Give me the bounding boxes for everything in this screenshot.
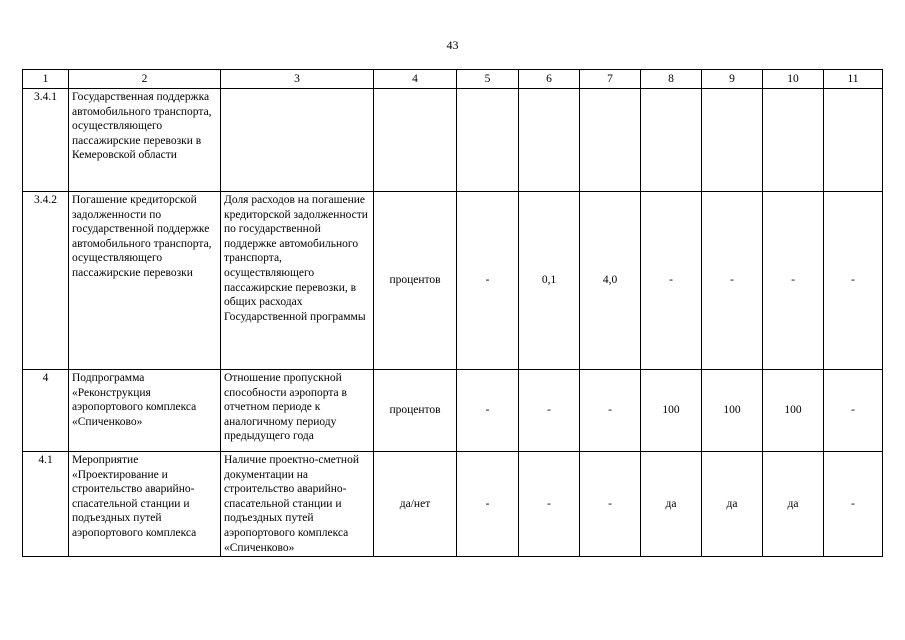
column-header: 9 xyxy=(702,70,763,89)
value-cell xyxy=(824,89,883,192)
value-cell: - xyxy=(519,452,580,557)
column-header: 11 xyxy=(824,70,883,89)
column-header: 4 xyxy=(374,70,457,89)
value-cell: - xyxy=(763,192,824,370)
column-header: 10 xyxy=(763,70,824,89)
column-header: 8 xyxy=(641,70,702,89)
value-cell xyxy=(457,89,519,192)
value-cell: 100 xyxy=(763,370,824,452)
table-row xyxy=(23,89,883,192)
activity-name: Мероприятие «Проектирование и строительство аварийно-спасательной станции и подъездных путей аэропортового комплекса xyxy=(69,452,221,557)
value-cell: да xyxy=(702,452,763,557)
activity-name: Подпрограмма «Реконструкция аэропортового комплекса «Спиченково» xyxy=(69,370,221,452)
table-row xyxy=(23,370,883,452)
table-row xyxy=(23,452,883,557)
value-cell: - xyxy=(824,192,883,370)
column-header: 1 xyxy=(23,70,69,89)
indicator-name: Отношение пропускной способности аэропорта в отчетном периоде к аналогичному периоду предыдущего года xyxy=(221,370,374,452)
row-number: 4 xyxy=(23,370,69,452)
value-cell: - xyxy=(580,452,641,557)
value-cell xyxy=(641,89,702,192)
indicators-table xyxy=(22,69,883,557)
page-number: 43 xyxy=(446,38,459,52)
table-header-row xyxy=(23,70,883,89)
column-header: 6 xyxy=(519,70,580,89)
indicator-name xyxy=(221,89,374,192)
value-cell: да xyxy=(641,452,702,557)
unit-cell: процентов xyxy=(374,192,457,370)
value-cell: - xyxy=(457,370,519,452)
value-cell: - xyxy=(457,452,519,557)
value-cell: - xyxy=(824,370,883,452)
activity-name: Погашение кредиторской задолженности по государственной поддержке автомобильного транспорта, осуществляющего пассажирские перевозки xyxy=(69,192,221,370)
column-header: 7 xyxy=(580,70,641,89)
column-header: 5 xyxy=(457,70,519,89)
value-cell: 100 xyxy=(702,370,763,452)
value-cell: - xyxy=(519,370,580,452)
table-row xyxy=(23,192,883,370)
row-number: 4.1 xyxy=(23,452,69,557)
value-cell: да xyxy=(763,452,824,557)
column-header: 2 xyxy=(69,70,221,89)
column-header: 3 xyxy=(221,70,374,89)
value-cell xyxy=(580,89,641,192)
value-cell xyxy=(519,89,580,192)
value-cell: 0,1 xyxy=(519,192,580,370)
row-number: 3.4.1 xyxy=(23,89,69,192)
activity-name: Государственная поддержка автомобильного транспорта, осуществляющего пассажирские перевозки в Кемеровской области xyxy=(69,89,221,192)
value-cell: - xyxy=(457,192,519,370)
value-cell: 4,0 xyxy=(580,192,641,370)
unit-cell xyxy=(374,89,457,192)
row-number: 3.4.2 xyxy=(23,192,69,370)
indicator-name: Наличие проектно-сметной документации на строительство аварийно-спасательной станции и подъездных путей аэропортового комплекса «Спиченково» xyxy=(221,452,374,557)
value-cell: - xyxy=(702,192,763,370)
indicator-name: Доля расходов на погашение кредиторской задолженности по государственной поддержке автомобильного транспорта, осуществляющего пассажирские перевозки, в общих расходах Государственной программы xyxy=(221,192,374,370)
unit-cell: да/нет xyxy=(374,452,457,557)
value-cell: - xyxy=(641,192,702,370)
value-cell xyxy=(702,89,763,192)
value-cell xyxy=(763,89,824,192)
value-cell: - xyxy=(824,452,883,557)
value-cell: 100 xyxy=(641,370,702,452)
unit-cell: процентов xyxy=(374,370,457,452)
value-cell: - xyxy=(580,370,641,452)
